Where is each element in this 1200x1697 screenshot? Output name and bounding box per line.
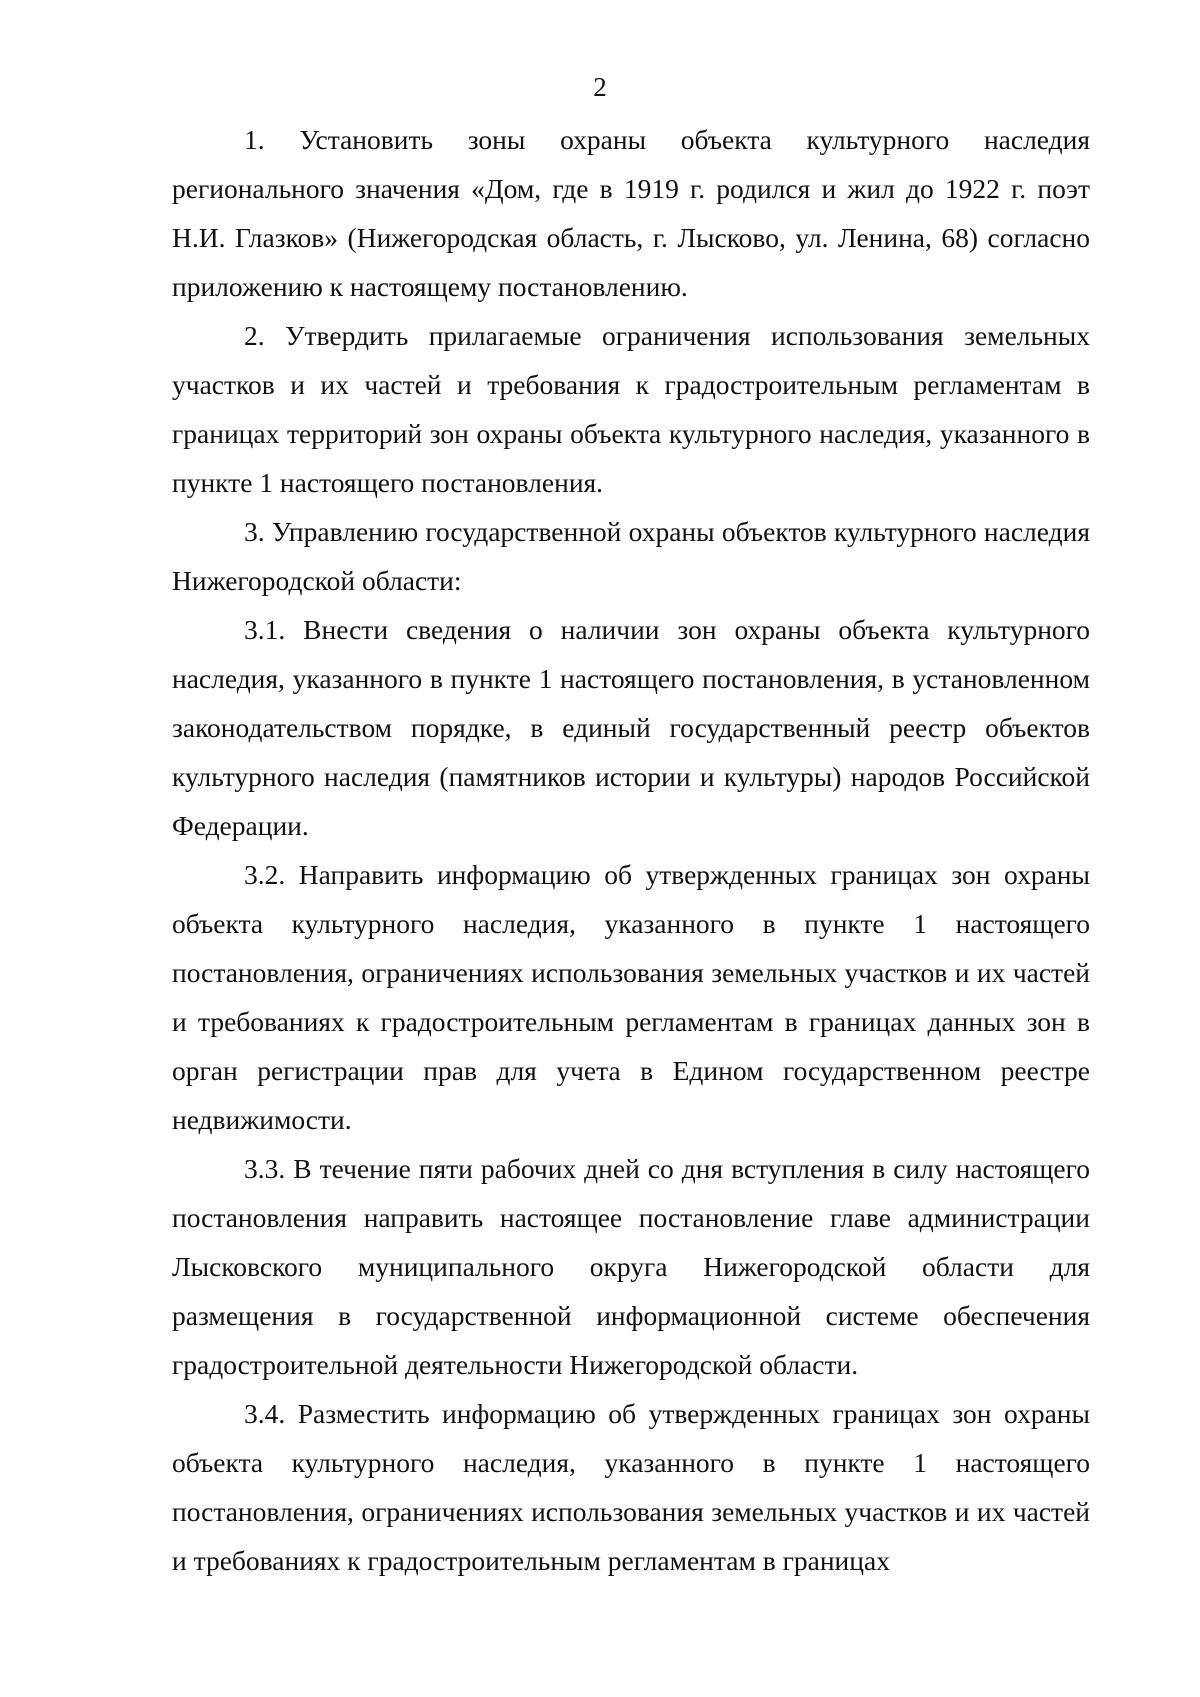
paragraph-3-3: 3.3. В течение пяти рабочих дней со дня вступления в силу настоящего постановления направить настоящее постановление главе администрации Лысковского муниципального округа Нижегородской области для размещения в государственной информационной системе обеспечения градостроительной деятельности Нижегородской области. xyxy=(172,1153,1090,1380)
document-body xyxy=(172,115,1090,1585)
paragraph-3-1: 3.1. Внести сведения о наличии зон охраны объекта культурного наследия, указанного в пункте 1 настоящего постановления, в установленном законодательством порядке, в единый государственный реестр объектов культурного наследия (памятников истории и культуры) народов Российской Федерации. xyxy=(172,614,1090,841)
page-number: 2 xyxy=(593,72,607,102)
paragraph-3-4: 3.4. Разместить информацию об утвержденных границах зон охраны объекта культурного наследия, указанного в пункте 1 настоящего постановления, ограничениях использования земельных участков и их частей и требованиях к градостроительным регламентам в границах xyxy=(172,1398,1090,1576)
paragraph-3: 3. Управлению государственной охраны объектов культурного наследия Нижегородской области: xyxy=(172,516,1090,596)
paragraph-1: 1. Установить зоны охраны объекта культурного наследия регионального значения «Дом, где в 1919 г. родился и жил до 1922 г. поэт Н.И. Глазков» (Нижегородская область, г. Лысково, ул. Ленина, 68) согласно приложению к настоящему постановлению. xyxy=(172,124,1090,302)
paragraph-2: 2. Утвердить прилагаемые ограничения использования земельных участков и их частей и требования к градостроительным регламентам в границах территорий зон охраны объекта культурного наследия, указанного в пункте 1 настоящего постановления. xyxy=(172,320,1090,498)
paragraph-3-2: 3.2. Направить информацию об утвержденных границах зон охраны объекта культурного наследия, указанного в пункте 1 настоящего постановления, ограничениях использования земельных участков и их частей и требованиях к градостроительным регламентам в границах данных зон в орган регистрации прав для учета в Едином государственном реестре недвижимости. xyxy=(172,859,1090,1135)
